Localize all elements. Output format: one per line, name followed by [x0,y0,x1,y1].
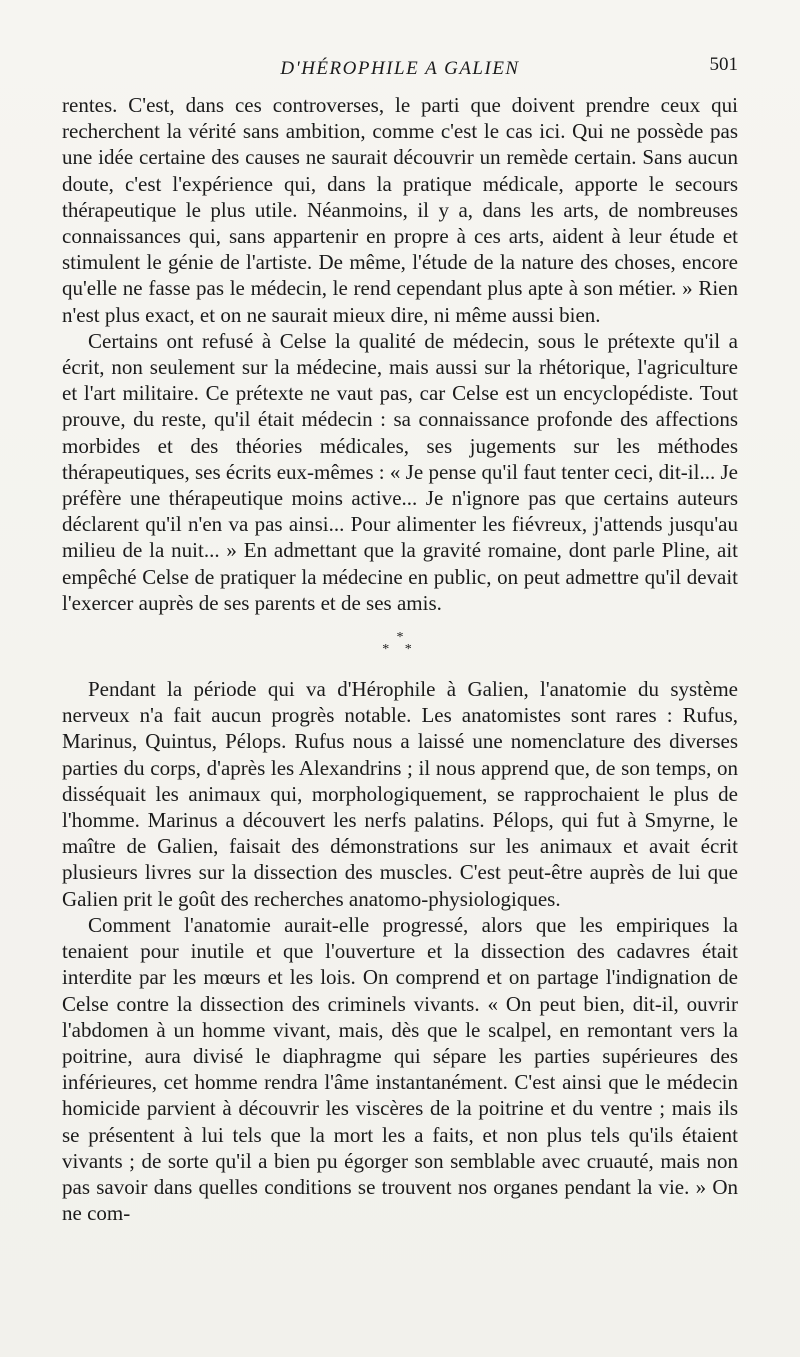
asterism-top: * [396,630,404,646]
asterism-bottom: * * [382,642,418,658]
paragraph-anatomie: Pendant la période qui va d'Hérophile à Galien, l'anatomie du système nerveux n'a fait aucun progrès notable. Les anatomistes sont rares : Rufus, Marinus, Quintus, Pélops. Rufus nous a laissé une nomenclature des diverses parties du corps, d'après les Alexandrins ; il nous apprend que, de son temps, on disséquait les animaux qui, morphologiquement, se rapprochaient le plus de l'homme. Marinus a découvert les nerfs palatins. Pélops, qui fut à Smyrne, le maître de Galien, faisait des démonstrations sur les animaux et avait écrit plusieurs livres sur la dissection des muscles. C'est peut-être auprès de lui que Galien prit le goût des recherches anatomo-physiologiques. [62,677,738,911]
running-head [62,52,738,82]
paragraph-continuation: rentes. C'est, dans ces controverses, le parti que doivent prendre ceux qui recherchent la vérité sans ambition, comme c'est le cas ici. Qui ne possède pas une idée certaine des causes ne saurait découvrir un remède certain. Sans aucun doute, c'est l'expérience qui, dans la pratique médicale, apporte le secours thérapeutique le plus utile. Néanmoins, il y a, dans les arts, de nombreuses connaissances qui, sans appartenir en propre à ces arts, aident à leur étude et stimulent le génie de l'artiste. De même, l'étude de la nature des choses, encore qu'elle ne fasse pas le médecin, le rend cependant plus apte à son métier. » Rien n'est plus exact, et on ne saurait mieux dire, ni même aussi bien. [62,93,738,327]
running-title: D'HÉROPHILE A GALIEN [280,58,520,79]
page-number: 501 [709,54,738,75]
paragraph-celse: Certains ont refusé à Celse la qualité de médecin, sous le prétexte qu'il a écrit, non seulement sur la médecine, mais aussi sur la rhétorique, l'agriculture et l'art militaire. Ce prétexte ne vaut pas, car Celse est un encyclopédiste. Tout prouve, du reste, qu'il était médecin : sa connaissance profonde des affections morbides et des théories médicales, ses jugements sur les méthodes thérapeutiques, ses écrits eux-mêmes : « Je pense qu'il faut tenter ceci, dit-il... Je préfère une thérapeutique moins active... Je n'ignore pas que certains auteurs déclarent qu'il n'en va pas ainsi... Pour alimenter les fiévreux, j'attends jusqu'au milieu de la nuit... » En admettant que la gravité romaine, dont parle Pline, ait empêché Celse de pratiquer la médecine en public, on peut admettre qu'il devait l'exercer auprès de ses parents et de ses amis. [62,328,738,615]
paragraph-dissection: Comment l'anatomie aurait-elle progressé, alors que les empiriques la tenaient pour inutile et que l'ouverture et la dissection des cadavres était interdite par les mœurs et les lois. On comprend et on partage l'indignation de Celse contre la dissection des criminels vivants. « On peut bien, dit-il, ouvrir l'abdomen à un homme vivant, mais, dès que le scalpel, en remontant vers la poitrine, aura divisé le diaphragme qui sépare les parties supérieures des inférieures, cet homme rendra l'âme instantanément. C'est ainsi que le médecin homicide parvient à découvrir les viscères de la poitrine et du ventre ; mais ils se présentent à lui tels que la mort les a faits, et non plus tels qu'ils étaient vivants ; de sorte qu'il a bien pu égorger son semblable avec cruauté, mais non pas savoir dans quelles conditions se trouvent nos organes pendant la vie. » On ne com- [62,912,738,1226]
body-text [62,92,738,1226]
section-break-asterism [62,632,738,656]
